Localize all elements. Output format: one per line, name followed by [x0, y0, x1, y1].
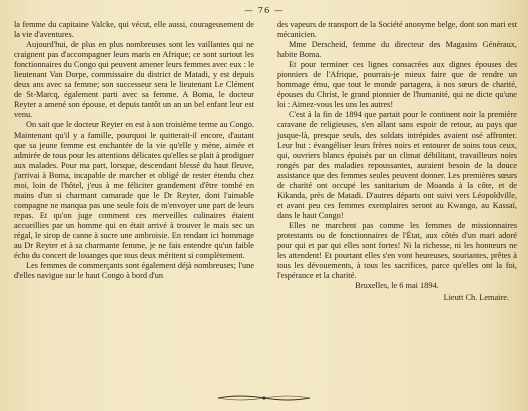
- paragraph: Les femmes de commerçants sont également déjà nombreuses; l'une d'elles navigue sur le haut Congo à bord d'un: [14, 261, 254, 281]
- paragraph: Aujourd'hui, de plus en plus nombreuses sont les vaillantes qui ne craignent pas d'accompagner leurs maris en Afrique; ce sont surtout les fonctionnaires du Congo qui peuvent amener leurs femmes avec eux : le lieutenant Van Dorpe, commissaire du district de Matadi, y est depuis deux ans avec sa femme; son successeur sera le lieutenant Le Clément de St-Marcq, également parti avec sa femme. A Boma, le docteur Reyter a amené son épouse, et depuis tantôt un an un bel enfant leur est venu.: [14, 40, 254, 120]
- paragraph: Et pour terminer ces lignes consacrées aux dignes épouses des pionniers de l'Afrique, pourrais-je mieux faire que de rendre un hommage ému, que tout le monde partagera, à nos sœurs de charité, épouses du Christ, le grand pionnier de l'humanité, qui ne dicte qu'une loi : Aimez-vous les uns les autres!: [277, 60, 517, 110]
- paragraph: la femme du capitaine Valcke, qui vécut, elle aussi, courageusement de la vie d'aventures.: [14, 20, 254, 40]
- dateline: Bruxelles, le 6 mai 1894.: [355, 281, 439, 291]
- right-column: [277, 20, 517, 303]
- signature: Lieutt Ch. Lemaire.: [443, 293, 509, 303]
- page-number: — 76 —: [244, 6, 284, 16]
- paragraph: des vapeurs de transport de la Société anonyme belge, dont son mari est mécanicien.: [277, 20, 517, 40]
- paragraph: C'est à la fin de 1894 que partait pour le continent noir la première caravane de religieuses, s'en allant sans espoir de retour, au pays que jusque-là, presque seuls, des soldats intrépides avaient osé affronter. Leur but : évangéliser leurs frères noirs et entourer de soins tous ceux, qui, ouvriers blancs épuisés par un climat débilitant, travailleurs noirs rongés par des maladies repoussantes, auraient besoin de la douce assistance que des femmes seules peuvent donner. Les premières sœurs de charité ont occupé les sanitarium de Moanda à la côte, et de Kikanda, près de Matadi. D'autres départs ont suivi vers Léopoldville, et avant peu ces femmes exemplaires seront au Kwango, au Kassaï, dans le haut Congo!: [277, 110, 517, 220]
- paragraph: Elles ne marchent pas comme les femmes de missionnaires protestants ou de fonctionnaires de l'État, aux côtés d'un mari adoré pour qui et par qui elles sont fortes! Ni la richesse, ni les honneurs ne les attendent! Et pourtant elles s'en vont heureuses, souriantes, prêtes à tous les dévouements, à tous les sacrifices, parce qu'elles ont la foi, l'espérance et la charité.: [277, 220, 517, 281]
- paragraph: Mme Derscheid, femme du directeur des Magasins Généraux, habite Boma.: [277, 40, 517, 60]
- ornament-divider-icon: [216, 392, 312, 404]
- left-column: [14, 20, 254, 281]
- paragraph: On sait que le docteur Reyter en est à son troisième terme au Congo. Maintenant qu'il y a famille, pourquoi le quitterait-il encore, d'autant que sa jeune femme est enchantée de la vie qu'elle y mène, aimée et admirée de tous pour les attentions délicates qu'elles se plait à prodiguer aux malades. Pour ma part, lorsque, descendant blessé du haut fleuve, j'arrivai à Boma, incapable de marcher et obligé de rester étendu chez moi, loin de l'hôtel, j'eus à me féliciter grandement d'être tombé en mains d'un si charmant camarade que le Dr Reyter, dont l'aimable compagne ne manqua pas une seule fois de m'envoyer une part de leurs repas. Et qu'on juge comment ces merveilles culinaires étaient accueillies par un homme qui en était arrivé à trouver le mais sec un régal, le sirop de canne à sucre une ambroisie. En rendant ici hommage au Dr Reyter et à sa charmante femme, je ne fais entendre qu'un faible écho du concert de louanges que tous deux méritent si complètement.: [14, 120, 254, 261]
